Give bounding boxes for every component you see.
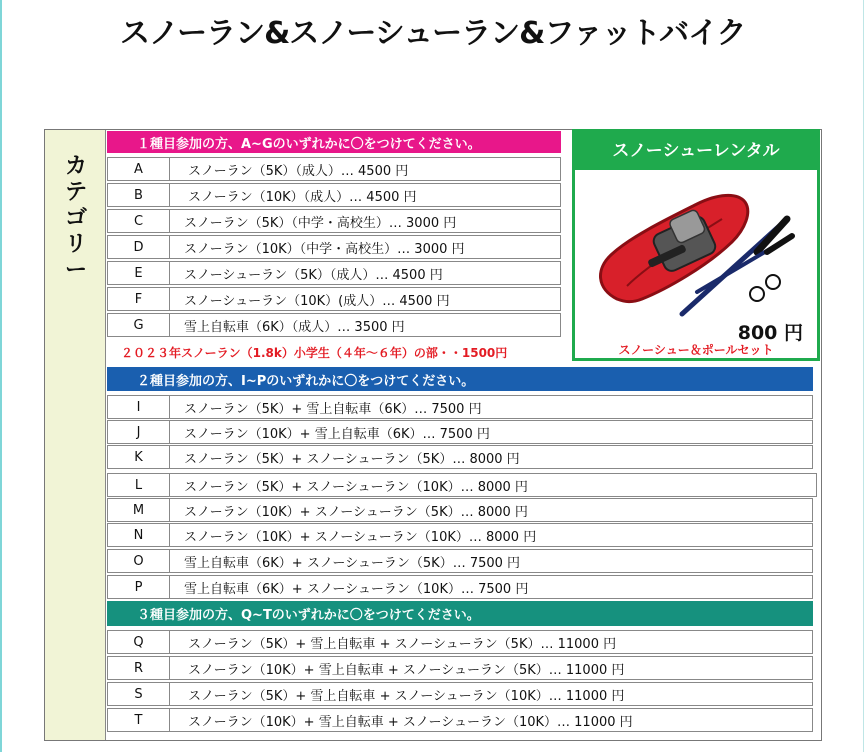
- section1-header: １種目参加の方、A~Gのいずれかに〇をつけてください。: [107, 131, 561, 153]
- option-code[interactable]: L: [108, 474, 170, 496]
- option-row-t[interactable]: [107, 708, 813, 732]
- option-desc: スノーラン（10K）（成人）… 4500 円: [188, 189, 417, 205]
- page-title: スノーラン&スノーシューラン&ファットバイク: [120, 16, 746, 51]
- option-code[interactable]: B: [108, 184, 170, 206]
- option-row-i[interactable]: [107, 395, 813, 419]
- option-desc: スノーラン（5K）+ スノーシューラン（10K）… 8000 円: [184, 479, 528, 495]
- option-desc: スノーシューラン（5K）（成人）… 4500 円: [184, 267, 443, 283]
- rental-title: スノーシューレンタル: [575, 132, 817, 170]
- option-code[interactable]: R: [108, 657, 170, 679]
- option-row-r[interactable]: [107, 656, 813, 680]
- option-row-k[interactable]: [107, 445, 813, 469]
- option-code[interactable]: K: [108, 446, 170, 468]
- section2-header: ２種目参加の方、I~Pのいずれかに〇をつけてください。: [107, 367, 813, 391]
- option-row-l[interactable]: [107, 473, 817, 497]
- pole-basket-1: [750, 287, 764, 301]
- option-desc: 雪上自転車（6K）+ スノーシューラン（10K）… 7500 円: [184, 581, 529, 597]
- option-desc: スノーラン（5K）（成人）… 4500 円: [188, 163, 409, 179]
- option-code[interactable]: I: [108, 396, 170, 418]
- option-code[interactable]: O: [108, 550, 170, 572]
- elementary-note: ２０２３年スノーラン（1.8k）小学生（４年〜６年）の部・・1500円: [121, 346, 508, 360]
- option-code[interactable]: G: [108, 314, 170, 336]
- option-row-c[interactable]: [107, 209, 561, 233]
- option-desc: 雪上自転車（6K）+ スノーシューラン（5K）… 7500 円: [184, 555, 521, 571]
- option-row-n[interactable]: [107, 523, 813, 547]
- option-desc: スノーラン（5K）+ 雪上自転車（6K）… 7500 円: [184, 401, 482, 417]
- option-code[interactable]: N: [108, 524, 170, 546]
- option-desc: スノーラン（10K）+ スノーシューラン（10K）… 8000 円: [184, 529, 537, 545]
- option-row-j[interactable]: [107, 420, 813, 444]
- option-code[interactable]: Q: [108, 631, 170, 653]
- option-code[interactable]: S: [108, 683, 170, 705]
- option-row-f[interactable]: [107, 287, 561, 311]
- option-code[interactable]: D: [108, 236, 170, 258]
- section3-header: ３種目参加の方、Q~Tのいずれかに〇をつけてください。: [107, 601, 813, 626]
- option-desc: スノーラン（5K）+ 雪上自転車 + スノーシューラン（5K）… 11000 円: [188, 636, 617, 652]
- option-code[interactable]: A: [108, 158, 170, 180]
- option-desc: スノーシューラン（10K）(成人）… 4500 円: [184, 293, 450, 309]
- option-code[interactable]: E: [108, 262, 170, 284]
- pole-basket-2: [766, 275, 780, 289]
- option-desc: スノーラン（5K）+ 雪上自転車 + スノーシューラン（10K）… 11000 円: [188, 688, 625, 704]
- option-row-p[interactable]: [107, 575, 813, 599]
- option-code[interactable]: F: [108, 288, 170, 310]
- snowshoe-rental-box: [572, 129, 820, 361]
- option-row-e[interactable]: [107, 261, 561, 285]
- option-code[interactable]: P: [108, 576, 170, 598]
- option-desc: スノーラン（10K）+ 雪上自転車 + スノーシューラン（5K）… 11000 円: [188, 662, 625, 678]
- option-row-o[interactable]: [107, 549, 813, 573]
- option-row-g[interactable]: [107, 313, 561, 337]
- option-row-b[interactable]: [107, 183, 561, 207]
- snowshoe-pole-image: [587, 174, 809, 324]
- option-code[interactable]: J: [108, 421, 170, 443]
- page-left-rule: [0, 0, 2, 752]
- option-desc: スノーラン（10K）+ スノーシューラン（5K）… 8000 円: [184, 504, 528, 520]
- option-row-a[interactable]: [107, 157, 561, 181]
- option-desc: スノーラン（5K）+ スノーシューラン（5K）… 8000 円: [184, 451, 520, 467]
- option-code[interactable]: C: [108, 210, 170, 232]
- option-desc: スノーラン（10K）+ 雪上自転車（6K）… 7500 円: [184, 426, 490, 442]
- option-desc: 雪上自転車（6K）（成人）… 3500 円: [184, 319, 405, 335]
- option-desc: スノーラン（10K）+ 雪上自転車 + スノーシューラン（10K）… 11000 円: [188, 714, 633, 730]
- rental-price: 800 円: [737, 322, 803, 344]
- option-desc: スノーラン（10K）（中学・高校生）… 3000 円: [184, 241, 465, 257]
- option-row-m[interactable]: [107, 498, 813, 522]
- option-code[interactable]: T: [108, 709, 170, 731]
- option-code[interactable]: M: [108, 499, 170, 521]
- option-row-s[interactable]: [107, 682, 813, 706]
- category-column: [45, 130, 106, 740]
- option-row-d[interactable]: [107, 235, 561, 259]
- category-label: カテゴリー: [64, 154, 87, 283]
- rental-caption: スノーシュー＆ポールセット: [618, 343, 774, 357]
- option-row-q[interactable]: [107, 630, 813, 654]
- option-desc: スノーラン（5K）（中学・高校生）… 3000 円: [184, 215, 457, 231]
